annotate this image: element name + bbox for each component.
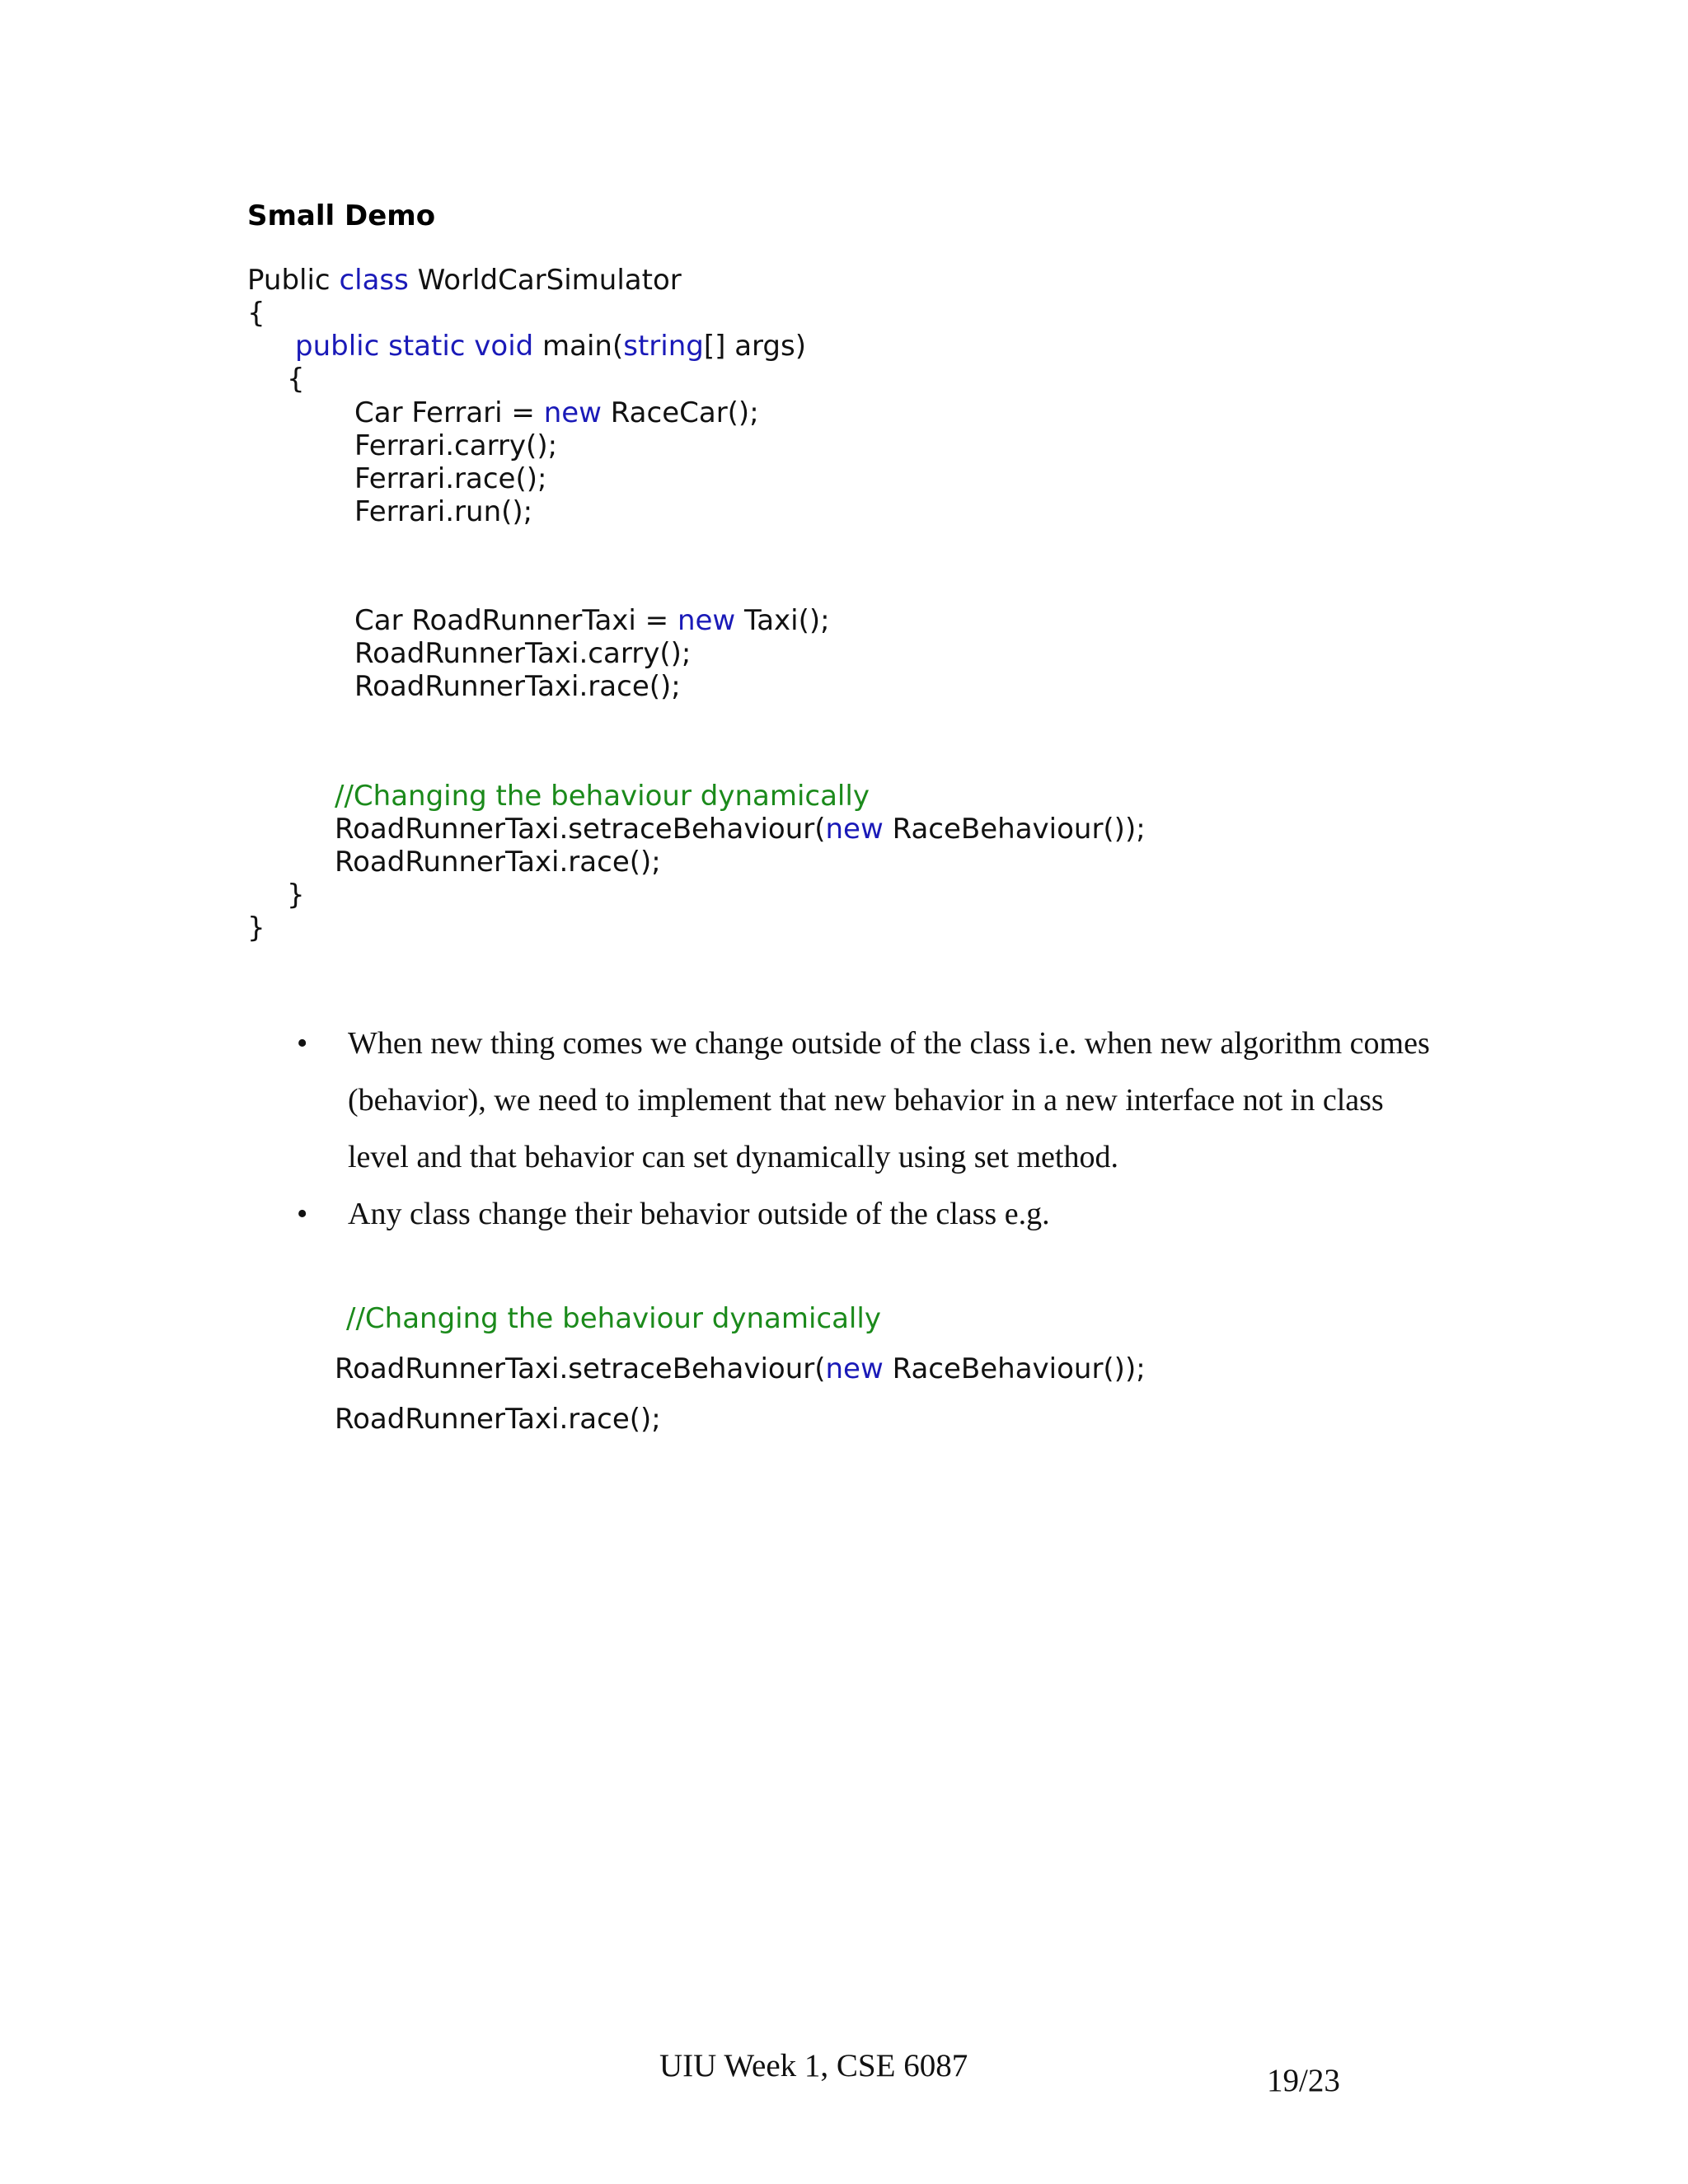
code-keyword: new [677,604,736,637]
code-keyword: string [623,330,704,363]
bullet-list [297,1015,1451,1243]
code-keyword: new [825,1352,884,1385]
code-line [335,1352,1146,1385]
code-line [354,604,830,637]
code-text: RaceCar(); [601,396,759,429]
section-heading: Small Demo [247,199,436,232]
code-line: } [287,879,305,912]
list-item [297,1015,1451,1186]
code-line: RoadRunnerTaxi.race(); [335,846,661,879]
code-line: RoadRunnerTaxi.race(); [354,670,681,703]
code-line [354,396,759,429]
bullet-icon: • [297,1197,308,1231]
code-text: Car Ferrari = [354,396,544,429]
bullet-text: When new thing comes we change outside of the class i.e. when new algorithm comes (behavior), we need to implement that new behavior in a new interface not in class level and that behavior can set dynamically using set method. [348,1026,1430,1174]
code-text: Car RoadRunnerTaxi = [354,604,678,637]
bullet-icon: • [297,1026,308,1061]
code-text: RoadRunnerTaxi.setraceBehaviour( [335,813,826,846]
code-text: RoadRunnerTaxi.setraceBehaviour( [335,1352,826,1385]
page-number: 19/23 [1267,2063,1340,2098]
code-line: } [247,912,265,944]
code-text: WorldCarSimulator [408,264,682,297]
code-line [295,330,806,363]
code-line [335,813,1146,846]
code-comment: //Changing the behaviour dynamically [335,780,870,813]
code-line: Ferrari.run(); [354,495,533,528]
code-text: RaceBehaviour()); [883,813,1146,846]
code-line: { [287,363,305,396]
code-text: main( [533,330,624,363]
bullet-text: Any class change their behavior outside of the class e.g. [348,1197,1050,1231]
code-line: RoadRunnerTaxi.carry(); [354,637,692,670]
code-line: Ferrari.race(); [354,462,547,495]
code-line [247,264,682,297]
code-keyword: new [543,396,602,429]
footer-course-label: UIU Week 1, CSE 6087 [659,2048,968,2083]
code-text: RaceBehaviour()); [883,1352,1146,1385]
code-text: Taxi(); [735,604,830,637]
code-keyword: new [825,813,884,846]
code-text: Public [247,264,340,297]
code-keyword: public static void [295,330,534,363]
code-line: RoadRunnerTaxi.race(); [335,1403,661,1436]
list-item [297,1186,1451,1243]
code-line: Ferrari.carry(); [354,429,558,462]
code-keyword: class [339,264,409,297]
code-comment: //Changing the behaviour dynamically [346,1302,881,1335]
code-line: { [247,297,265,330]
code-text: [] args) [703,330,806,363]
